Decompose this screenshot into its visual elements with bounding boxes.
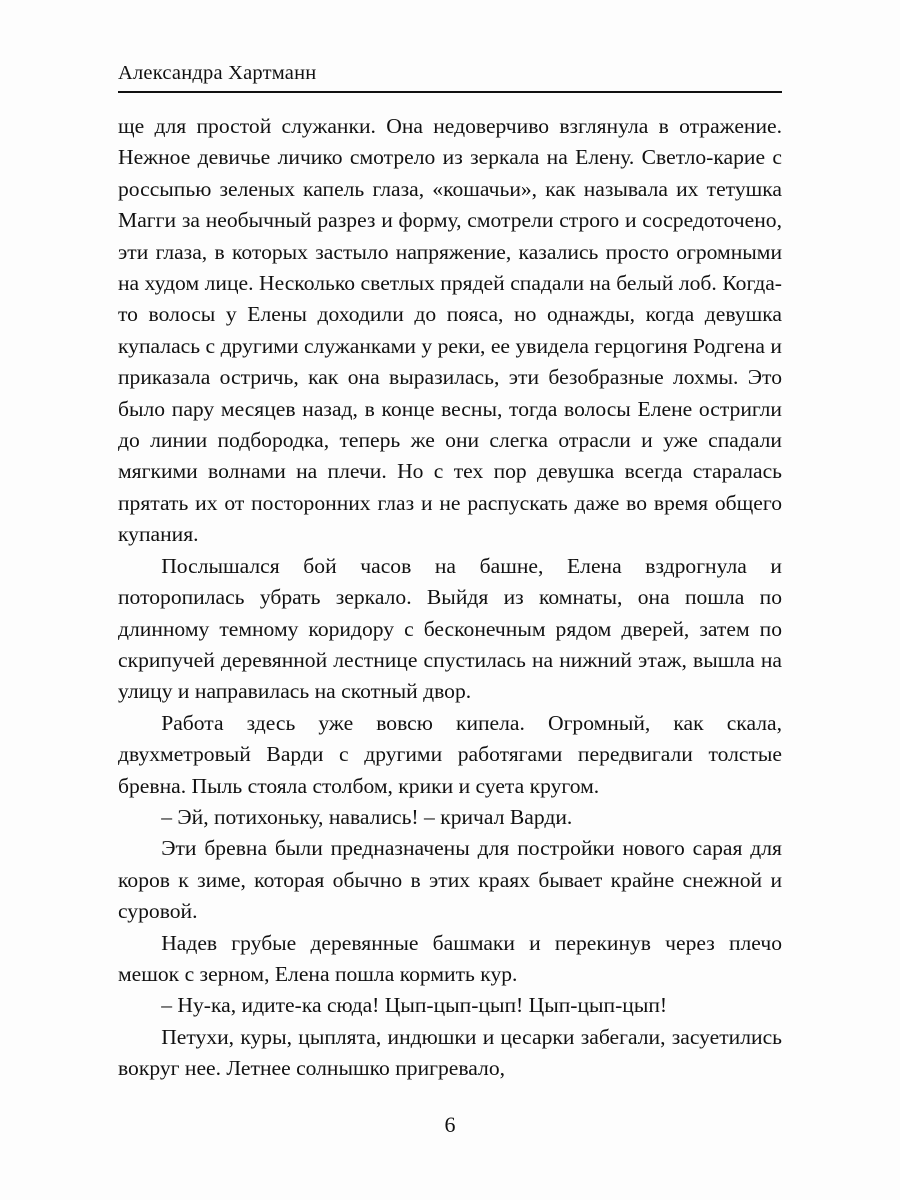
running-head-author: Александра Хартманн <box>118 62 317 84</box>
paragraph: Работа здесь уже вовсю кипела. Огромный, как скала, двухметровый Варди с другими работягами передвигали толстые бревна. Пыль стояла столбом, крики и суета кругом. <box>118 710 782 798</box>
page-body <box>118 111 782 1085</box>
paragraph: ще для простой служанки. Она недоверчиво взглянула в отражение. Нежное девичье личико смотрело из зеркала на Елену. Светло-карие с россыпью зеленых капель глаза, «кошачьи», как называла их тетушка Магги за необычный разрез и форму, смотрели строго и сосредоточено, эти глаза, в которых застыло напряжение, казались просто огромными на худом лице. Несколько светлых прядей спадали на белый лоб. Когда-то волосы у Елены доходили до пояса, но однажды, когда девушка купалась с другими служанками у реки, ее увидела герцогиня Родгена и приказала остричь, как она выразилась, эти безобразные лохмы. Это было пару месяцев назад, в конце весны, тогда волосы Елене остригли до линии подбородка, теперь же они слегка отрасли и уже спадали мягкими волнами на плечи. Но с тех пор девушка всегда старалась прятать их от посторонних глаз и не распускать даже во время общего купания. <box>118 114 782 547</box>
paragraph-dialogue: – Эй, потихоньку, навались! – кричал Варди. <box>161 804 573 829</box>
paragraph-dialogue: – Ну-ка, идите-ка сюда! Цып-цып-цып! Цып-цып-цып! <box>161 993 668 1018</box>
paragraph: Эти бревна были предназначены для постройки нового сарая для коров к зиме, которая обычно в этих краях бывает крайне снежной и суровой. <box>118 836 782 924</box>
paragraph: Надев грубые деревянные башмаки и перекинув через плечо мешок с зерном, Елена пошла кормить кур. <box>118 930 782 986</box>
paragraph: Послышался бой часов на башне, Елена вздрогнула и поторопилась убрать зеркало. Выйдя из комнаты, она пошла по длинному темному коридору с бесконечным рядом дверей, затем по скрипучей деревянной лестнице спустилась на нижний этаж, вышла на улицу и направилась на скотный двор. <box>118 553 782 704</box>
page-number: 6 <box>444 1112 456 1137</box>
paragraph: Петухи, куры, цыплята, индюшки и цесарки забегали, засуетились вокруг нее. Летнее солнышко пригревало, <box>118 1024 782 1081</box>
header-rule <box>118 91 782 93</box>
